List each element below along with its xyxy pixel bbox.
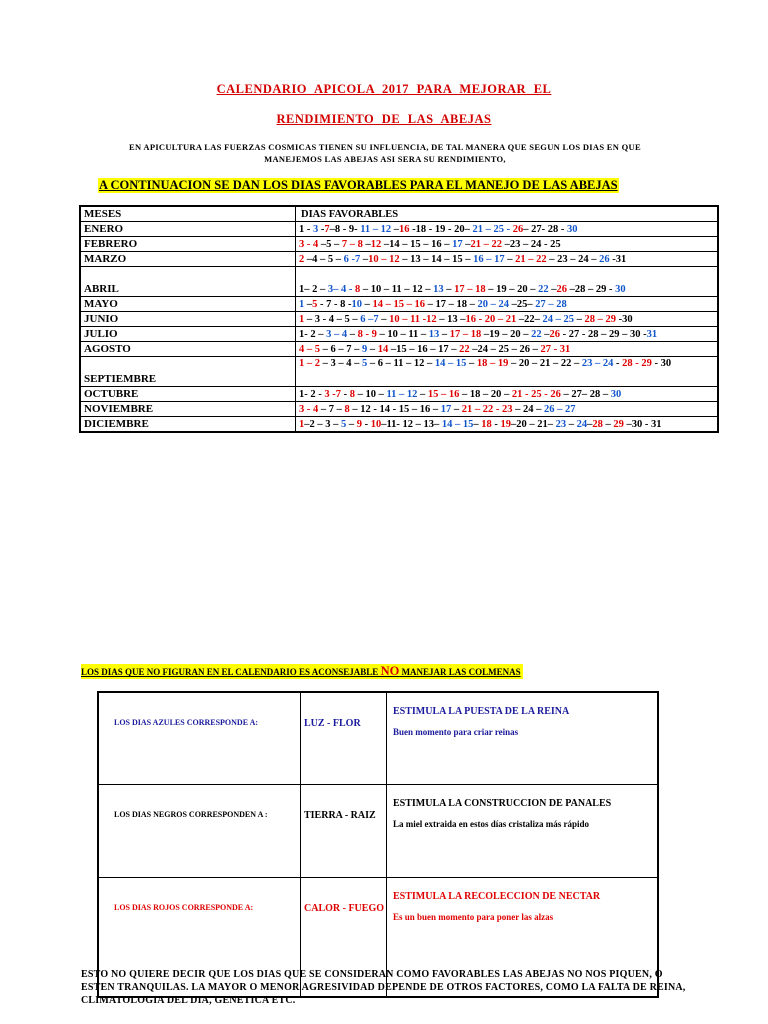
day-segment: -	[613, 358, 623, 369]
day-segment: – 6 – 7 –	[320, 344, 362, 355]
day-segment: 3	[313, 224, 319, 235]
month-name: AGOSTO	[81, 342, 296, 357]
day-segment: 8	[344, 404, 350, 415]
legend-table	[97, 691, 659, 998]
day-segment: – 13 –	[436, 314, 466, 325]
favorable-days	[296, 312, 718, 327]
day-segment: –	[566, 419, 577, 430]
calendar-row	[81, 327, 718, 342]
calendar-row	[81, 342, 718, 357]
month-name: FEBRERO	[81, 237, 296, 252]
day-segment: 5	[341, 419, 347, 430]
day-segment: –25–	[509, 299, 536, 310]
legend-effect: ESTIMULA LA CONSTRUCCION DE PANALES	[393, 798, 612, 809]
day-segment: –4 – 5 –	[304, 254, 344, 265]
favorable-days	[296, 267, 718, 297]
day-segment: 1– 2 –	[299, 284, 328, 295]
day-segment: –	[378, 314, 390, 325]
day-segment: –28 – 29 -	[567, 284, 616, 295]
day-segment: 20 – 24	[477, 299, 509, 310]
day-segment: –	[304, 299, 313, 310]
day-segment: 14 – 15 – 16	[372, 299, 425, 310]
day-segment: 3 -7	[324, 389, 341, 400]
day-segment: –8 - 9-	[329, 224, 361, 235]
day-segment: 6 -7	[343, 254, 361, 265]
day-segment: 1- 2 -	[299, 389, 325, 400]
day-segment: –	[443, 284, 455, 295]
day-segment: 22	[538, 284, 549, 295]
day-segment: 1 – 2	[299, 358, 320, 369]
legend-element: CALOR - FUEGO	[301, 878, 387, 997]
day-segment: –20 – 21–	[511, 419, 556, 430]
month-name: ENERO	[81, 222, 296, 237]
day-segment: -	[491, 419, 501, 430]
notice-text-after: MANEJAR LAS COLMENAS	[399, 667, 521, 677]
day-segment: –14 – 15 – 16 –	[381, 239, 453, 250]
day-segment: 26 – 27	[544, 404, 576, 415]
day-segment: 1	[299, 314, 305, 325]
day-segment: – 12 - 14 - 15 – 16 –	[349, 404, 441, 415]
calendar-row	[81, 237, 718, 252]
header-months: MESES	[81, 207, 296, 222]
day-segment: –	[587, 419, 593, 430]
day-segment: 6 –7	[360, 314, 379, 325]
legend-label: LOS DIAS NEGROS CORRESPONDEN A :	[99, 785, 301, 878]
favorable-days	[296, 417, 718, 432]
day-segment: 10	[370, 419, 382, 430]
day-segment: 17	[452, 239, 463, 250]
day-segment: 15 – 16	[427, 389, 460, 400]
day-segment: 8	[349, 389, 355, 400]
day-segment: –5 –	[318, 239, 342, 250]
day-segment: 17	[440, 404, 452, 415]
day-segment: 8	[355, 284, 361, 295]
day-segment: –	[417, 389, 428, 400]
calendar-row	[81, 417, 718, 432]
day-segment: 1	[299, 419, 305, 430]
day-segment: – 3 – 4 –	[320, 358, 362, 369]
legend-effect-cell	[387, 785, 658, 878]
calendar-row	[81, 252, 718, 267]
day-segment: 5	[312, 299, 318, 310]
day-segment: 10	[351, 299, 362, 310]
day-segment: –22–	[516, 314, 543, 325]
favorable-days	[296, 387, 718, 402]
favorable-days	[296, 237, 718, 252]
day-segment: –	[360, 254, 369, 265]
day-segment: -	[318, 224, 325, 235]
day-segment: –	[466, 358, 477, 369]
day-segment: 26	[512, 224, 524, 235]
favorable-days	[296, 327, 718, 342]
month-name: MAYO	[81, 297, 296, 312]
day-segment: – 17 – 18 –	[425, 299, 478, 310]
day-segment: 1	[299, 299, 305, 310]
day-segment: – 24 –	[512, 404, 544, 415]
day-segment: – 10 – 11 –	[376, 329, 429, 340]
month-name: NOVIEMBRE	[81, 402, 296, 417]
day-segment: 21 – 22	[515, 254, 547, 265]
legend-row-black	[99, 785, 658, 878]
day-segment: 11 – 12	[360, 224, 392, 235]
day-segment: 9	[362, 344, 368, 355]
day-segment: 29	[613, 419, 624, 430]
day-segment: 16 – 17	[473, 254, 505, 265]
day-segment: –	[347, 329, 358, 340]
day-segment: 17 – 18	[449, 329, 482, 340]
day-segment: –24 – 25 – 26 –	[469, 344, 541, 355]
legend-note: Buen momento para criar reinas	[393, 727, 519, 737]
favorable-days	[296, 342, 718, 357]
month-name: JULIO	[81, 327, 296, 342]
day-segment: - 30	[651, 358, 672, 369]
day-segment: 31	[646, 329, 658, 340]
intro-text: EN APICULTURA LAS FUERZAS COSMICAS TIENEN SU INFLUENCIA, DE TAL MANERA QUE SEGUN LOS DIAS EN QUE MANEJEMOS LAS ABEJAS ASI SERA SU RENDIMIENTO,	[129, 142, 641, 164]
day-segment: -30	[616, 314, 633, 325]
day-segment: 22	[531, 329, 542, 340]
day-segment: 16 - 20 – 21	[465, 314, 517, 325]
day-segment: 3 – 4	[326, 329, 348, 340]
day-segment: 8 - 9	[357, 329, 377, 340]
day-segment: – 19 – 20 –	[485, 284, 539, 295]
day-segment: –	[439, 329, 450, 340]
day-segment: 26	[549, 329, 561, 340]
day-segment: –	[462, 239, 471, 250]
calendar-row	[81, 312, 718, 327]
day-segment: 28 - 29	[622, 358, 652, 369]
month-name: DICIEMBRE	[81, 417, 296, 432]
day-segment: 7	[324, 224, 330, 235]
day-segment: 22	[459, 344, 470, 355]
day-segment: 23	[555, 419, 567, 430]
day-segment: -18 - 19 - 20–	[409, 224, 473, 235]
subheading: A CONTINUACION SE DAN LOS DIAS FAVORABLES PARA EL MANEJO DE LAS ABEJAS	[99, 178, 618, 192]
notice-text-before: LOS DIAS QUE NO FIGURAN EN EL CALENDARIO ES ACONSEJABLE	[81, 667, 381, 677]
calendar-row	[81, 222, 718, 237]
day-segment: -31	[609, 254, 627, 265]
calendar-row	[81, 297, 718, 312]
day-segment: –	[367, 344, 378, 355]
day-segment: –11- 12 – 13–	[381, 419, 442, 430]
day-segment: 24	[576, 419, 588, 430]
day-segment: 1- 2 –	[299, 329, 327, 340]
day-segment: 10 – 12	[368, 254, 400, 265]
legend-row-blue	[99, 693, 658, 785]
day-segment: –30 - 31	[623, 419, 662, 430]
day-segment: –	[346, 419, 357, 430]
day-segment: –	[473, 419, 482, 430]
legend-note: Es un buen momento para poner las alzas	[393, 912, 554, 922]
day-segment: – 6 – 11 – 12 –	[367, 358, 435, 369]
day-segment: 21 – 22	[470, 239, 502, 250]
footer-text: ESTO NO QUIERE DECIR QUE LOS DIAS QUE SE CONSIDERAN COMO FAVORABLES LAS ABEJAS NO NOS PIQUEN, O ESTEN TRANQUILAS. LA MAYOR O MENOR AGRESIVIDAD DEPENDE DE OTROS FACTORES, COMO LA FALTA DE REINA, CLIMATOLOGIA DEL DIA, GENETICA ETC.	[81, 969, 686, 1006]
day-segment: –2 – 3 –	[304, 419, 341, 430]
day-segment: 9	[356, 419, 362, 430]
day-segment: –15 – 16 – 17 –	[388, 344, 460, 355]
day-segment: – 27– 28 –	[560, 389, 611, 400]
day-segment: 27 – 28	[535, 299, 567, 310]
title-line-2: RENDIMIENTO DE LAS ABEJAS	[276, 112, 492, 126]
legend-note: La miel extraida en estos días cristaliza más rápido	[393, 819, 589, 829]
calendar-body	[81, 222, 718, 432]
day-segment: 4 – 5	[299, 344, 320, 355]
day-segment: 26	[556, 284, 568, 295]
legend-effect-cell	[387, 693, 658, 785]
day-segment: –	[362, 239, 371, 250]
day-segment: 3 - 4	[299, 239, 319, 250]
legend-label: LOS DIAS ROJOS CORRESPONDE A:	[99, 878, 301, 997]
day-segment: – 10 – 11 – 12 –	[360, 284, 434, 295]
day-segment: 24 – 25	[542, 314, 575, 325]
month-name: ABRIL	[81, 267, 296, 297]
notice-banner	[81, 664, 523, 679]
day-segment: 11 – 12	[386, 389, 418, 400]
day-segment: 14 – 15	[441, 419, 474, 430]
day-segment: –19 – 20 –	[481, 329, 532, 340]
calendar-row	[81, 357, 718, 387]
calendar-row	[81, 387, 718, 402]
day-segment: - 27 - 28 – 29 – 30 -	[560, 329, 647, 340]
day-segment: – 20 – 21 – 22 –	[508, 358, 582, 369]
day-segment: – 23 – 24 –	[546, 254, 600, 265]
day-segment: –	[548, 284, 557, 295]
day-segment: 30	[615, 284, 626, 295]
day-segment: -	[341, 389, 350, 400]
day-segment: – 13 – 14 – 15 –	[399, 254, 474, 265]
legend-element: LUZ - FLOR	[301, 693, 387, 785]
calendar-row	[81, 267, 718, 297]
day-segment: 14	[377, 344, 389, 355]
day-segment: –23 – 24 - 25	[502, 239, 561, 250]
day-segment: 14 – 15	[434, 358, 467, 369]
day-segment: – 27- 28 -	[523, 224, 568, 235]
calendar-table	[79, 205, 719, 433]
legend-element: TIERRA - RAIZ	[301, 785, 387, 878]
day-segment: –	[451, 404, 462, 415]
legend-effect: ESTIMULA LA PUESTA DE LA REINA	[393, 706, 570, 717]
day-segment: – 10 –	[355, 389, 387, 400]
day-segment: 19	[500, 419, 512, 430]
day-segment: 28 – 29	[584, 314, 617, 325]
day-segment: - 7 - 8 -	[317, 299, 352, 310]
day-segment: 12	[370, 239, 382, 250]
day-segment: –	[541, 329, 550, 340]
day-segment: 13	[428, 329, 440, 340]
calendar-header-row	[81, 207, 718, 222]
favorable-days	[296, 297, 718, 312]
day-segment: 18 – 19	[476, 358, 509, 369]
day-segment: 21 – 22 - 23	[461, 404, 513, 415]
day-segment: 30	[610, 389, 622, 400]
favorable-days	[296, 252, 718, 267]
day-segment: – 7 –	[318, 404, 345, 415]
favorable-days	[296, 357, 718, 387]
day-segment: –	[574, 314, 585, 325]
day-segment: – 3 - 4 – 5 –	[304, 314, 361, 325]
day-segment: –	[504, 254, 516, 265]
day-segment: – 18 – 20 –	[459, 389, 512, 400]
favorable-days	[296, 402, 718, 417]
day-segment: 5	[362, 358, 368, 369]
legend-effect: ESTIMULA LA RECOLECCION DE NECTAR	[393, 891, 601, 902]
day-segment: 30	[567, 224, 578, 235]
day-segment: 17 – 18	[454, 284, 486, 295]
favorable-days	[296, 222, 718, 237]
day-segment: 21 – 25 -	[472, 224, 511, 235]
day-segment: –	[362, 299, 373, 310]
day-segment: 10 – 11 -12	[389, 314, 437, 325]
day-segment: 26	[599, 254, 610, 265]
day-segment: 16	[399, 224, 410, 235]
month-name: SEPTIEMBRE	[81, 357, 296, 387]
day-segment: –	[602, 419, 614, 430]
day-segment: 7 – 8	[341, 239, 363, 250]
day-segment: 18	[481, 419, 492, 430]
title-line-1: CALENDARIO APICOLA 2017 PARA MEJORAR EL	[216, 82, 552, 96]
month-name: OCTUBRE	[81, 387, 296, 402]
month-name: JUNIO	[81, 312, 296, 327]
day-segment: 1 -	[299, 224, 313, 235]
calendar-row	[81, 402, 718, 417]
month-name: MARZO	[81, 252, 296, 267]
day-segment: 28	[592, 419, 603, 430]
day-segment: 2	[299, 254, 305, 265]
day-segment: –	[391, 224, 400, 235]
day-segment: 21 - 25 - 26	[511, 389, 561, 400]
notice-no: NO	[380, 664, 400, 678]
day-segment: 3– 4 -	[327, 284, 353, 295]
day-segment: -	[362, 419, 371, 430]
day-segment: 27 - 31	[540, 344, 571, 355]
header-days: DIAS FAVORABLES	[296, 207, 718, 222]
legend-label: LOS DIAS AZULES CORRESPONDE A:	[99, 693, 301, 785]
day-segment: 23 – 24	[581, 358, 614, 369]
day-segment: 13	[433, 284, 444, 295]
day-segment: 3 - 4	[299, 404, 319, 415]
